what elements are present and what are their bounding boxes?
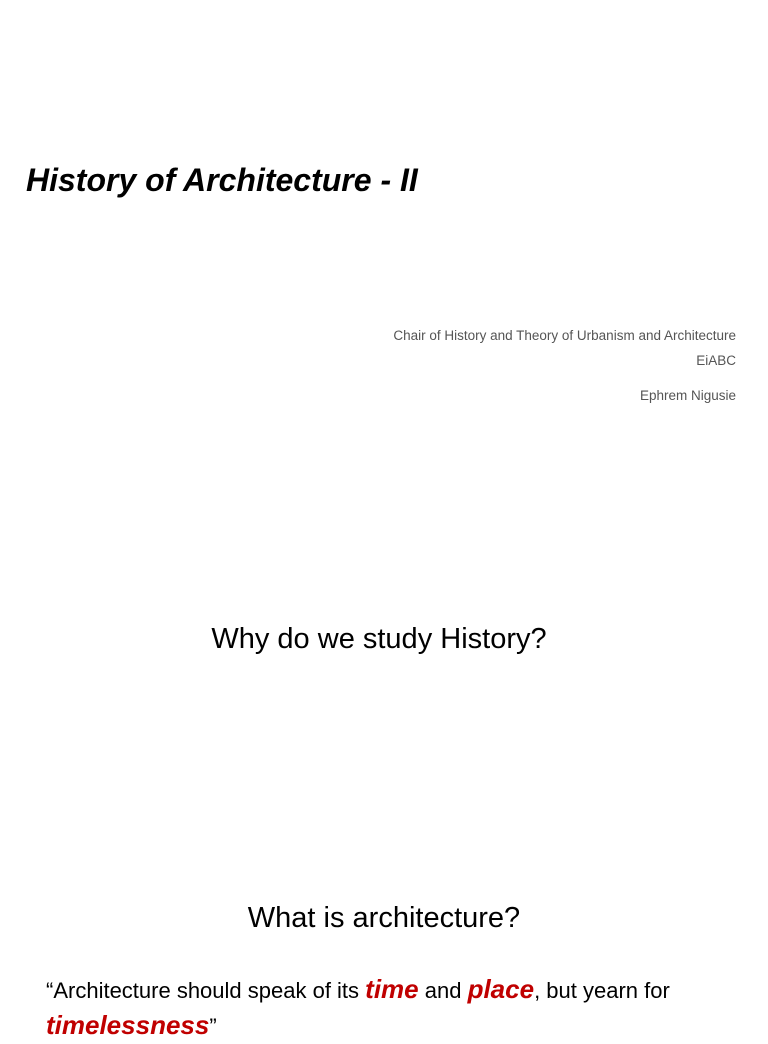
slide-heading-what-is-architecture: What is architecture? — [247, 902, 521, 934]
quote-open-mark: “ — [46, 978, 54, 1003]
quote-emphasis-timelessness: timelessness — [46, 1010, 210, 1040]
presentation-title: History of Architecture - II — [26, 162, 418, 198]
quote-close-mark: ” — [209, 1014, 217, 1039]
quote-text-part-3: , but yearn for — [534, 978, 670, 1003]
architecture-quote — [46, 972, 670, 1008]
slide-heading-why-history: Why do we study History? — [211, 623, 547, 655]
subtitle-institution: EiABC — [696, 353, 736, 368]
slide-why-history — [0, 560, 768, 836]
architecture-quote-line-2 — [46, 1008, 217, 1044]
subtitle-author: Ephrem Nigusie — [639, 388, 736, 403]
slide-what-is-architecture — [0, 836, 768, 1040]
quote-text-part-1: Architecture should speak of its — [53, 978, 366, 1003]
quote-emphasis-place: place — [467, 974, 535, 1004]
subtitle-chair: Chair of History and Theory of Urbanism and Architecture — [393, 328, 736, 343]
quote-emphasis-time: time — [365, 974, 419, 1004]
quote-text-part-2: and — [418, 978, 468, 1003]
